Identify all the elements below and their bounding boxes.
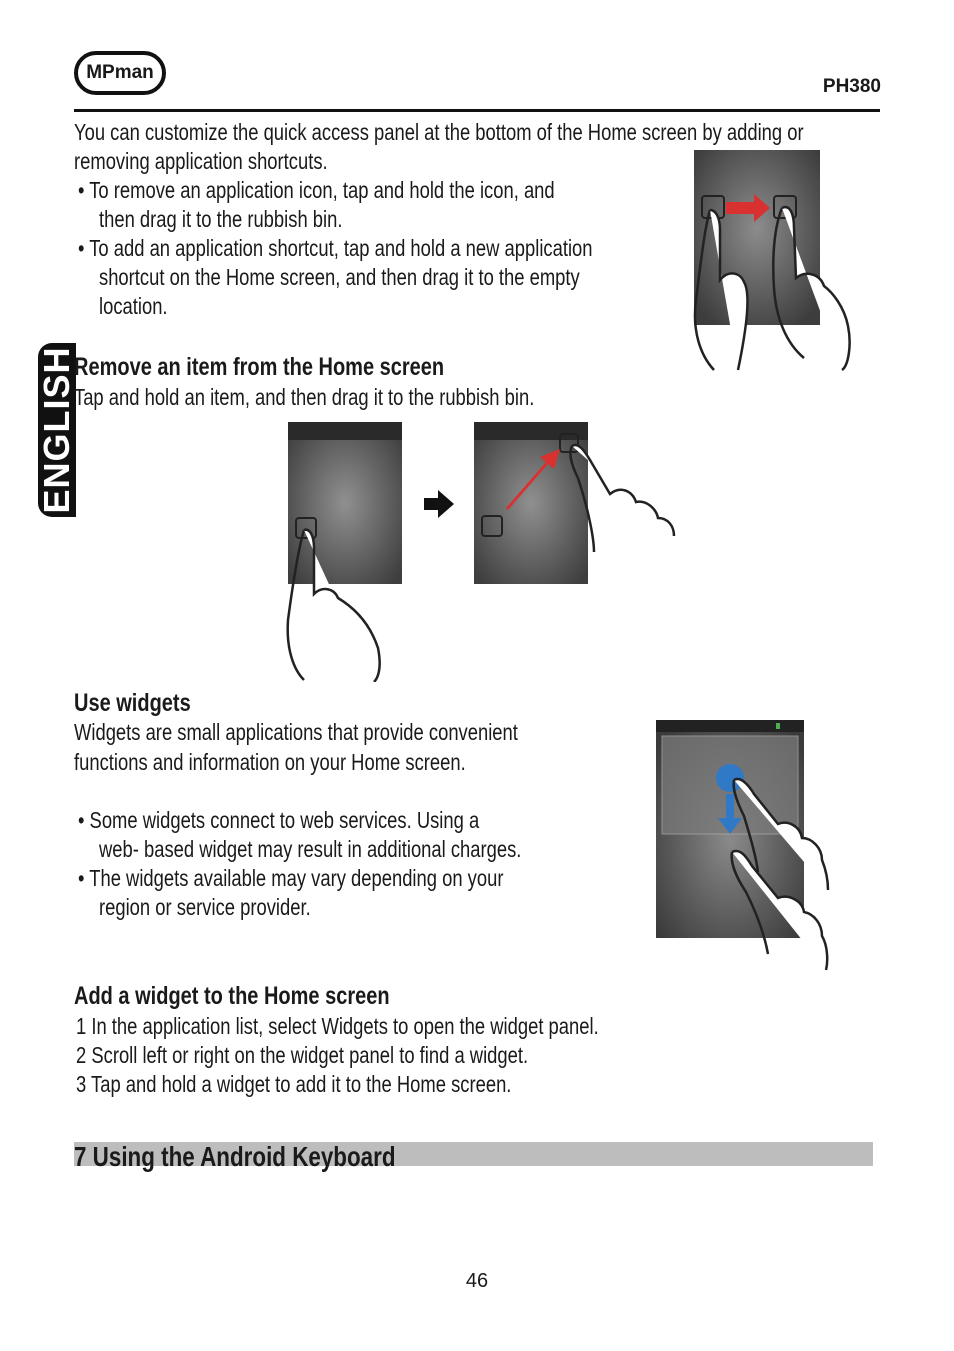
remove-item-illustration xyxy=(284,422,684,682)
intro-line-2: removing application shortcuts. xyxy=(74,148,328,174)
use-widgets-line-2: functions and information on your Home screen. xyxy=(74,749,466,775)
use-widgets-line-1: Widgets are small applications that provide convenient xyxy=(74,719,518,745)
intro-bullet-2-cont: shortcut on the Home screen, and then drag it to the empty xyxy=(99,264,580,290)
language-tab-label: ENGLISH xyxy=(36,346,77,514)
intro-bullet-2-cont-2: location. xyxy=(99,293,168,319)
intro-bullet-1: • To remove an application icon, tap and hold the icon, and xyxy=(78,177,555,203)
widgets-bullet-2: • The widgets available may vary depending on your xyxy=(78,865,504,891)
intro-bullet-2: • To add an application shortcut, tap and hold a new application xyxy=(78,235,593,261)
intro-line-1: You can customize the quick access panel at the bottom of the Home screen by adding or xyxy=(74,119,804,145)
brand-logo xyxy=(74,51,166,95)
add-widget-step-3: 3 Tap and hold a widget to add it to the Home screen. xyxy=(76,1071,512,1097)
remove-item-body: Tap and hold an item, and then drag it to the rubbish bin. xyxy=(74,384,535,410)
widgets-bullet-1-cont: web- based widget may result in additional charges. xyxy=(99,836,522,862)
page-number: 46 xyxy=(465,1270,489,1292)
add-widget-step-1: 1 In the application list, select Widgets to open the widget panel. xyxy=(76,1013,599,1039)
add-widget-illustration xyxy=(654,720,880,974)
widgets-bullet-1: • Some widgets connect to web services. Using a xyxy=(78,807,480,833)
use-widgets-heading: Use widgets xyxy=(74,689,191,717)
brand-logo-text: MPman xyxy=(86,62,154,83)
language-tab xyxy=(38,343,76,517)
section-heading: 7 Using the Android Keyboard xyxy=(74,1141,396,1172)
add-widget-heading: Add a widget to the Home screen xyxy=(74,982,390,1010)
drag-shortcut-illustration xyxy=(686,150,880,372)
intro-bullet-1-cont: then drag it to the rubbish bin. xyxy=(99,206,343,232)
add-widget-step-2: 2 Scroll left or right on the widget panel to find a widget. xyxy=(76,1042,529,1068)
remove-item-heading: Remove an item from the Home screen xyxy=(74,353,445,381)
header-divider xyxy=(74,109,880,112)
widgets-bullet-2-cont: region or service provider. xyxy=(99,894,311,920)
model-number: PH380 xyxy=(822,76,881,97)
